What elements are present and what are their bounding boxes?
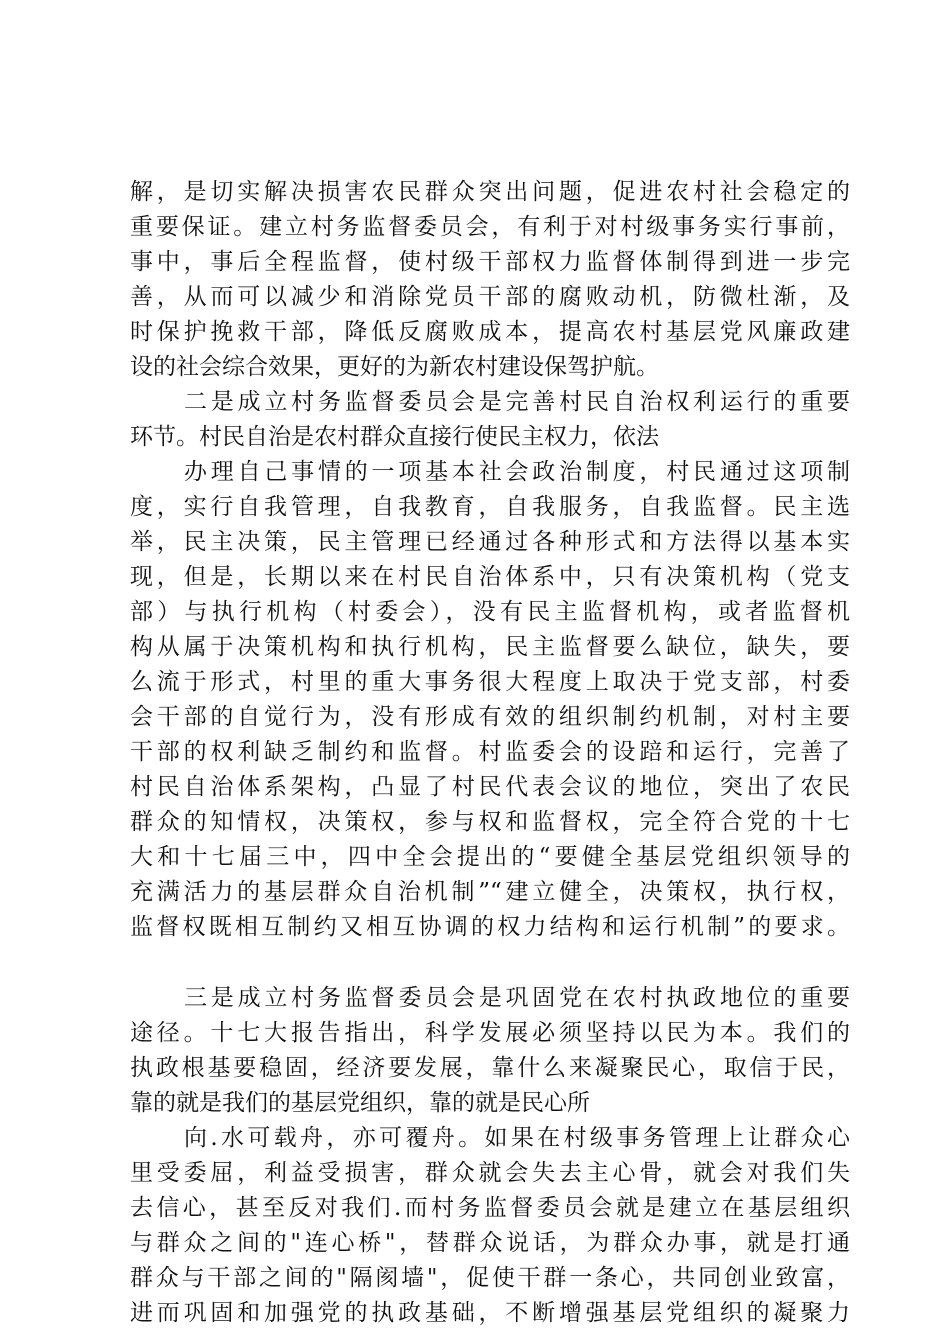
text-line: 群众与干部之间的"隔阂墙"，促使干群一条心，共同创业致富， <box>130 1265 850 1291</box>
text-line: 环节。村民自治是农村群众直接行使民主权力，依法 <box>130 424 659 450</box>
text-line: 干部的权利缺乏制约和监督。村监委会的设踣和运行，完善了 <box>130 739 850 765</box>
text-line: 去信心，甚至反对我们.而村务监督委员会就是建立在基层组织 <box>130 1195 850 1221</box>
text-line: 执政根基要稳固，经济要发展，靠什么来凝聚民心，取信于民， <box>130 1055 850 1081</box>
text-line: 解，是切实解决损害农民群众突出问题，促进农村社会稳定的 <box>130 179 850 205</box>
text-line: 靠的就是我们的基层党组织，靠的就是民心所 <box>130 1090 590 1116</box>
text-line: 进而巩固和加强党的执政基础，不断增强基层党组织的凝聚力 <box>130 1300 850 1326</box>
paragraph-start-line: 三是成立村务监督委员会是巩固党在农村执政地位的重要 <box>184 985 850 1011</box>
text-line: 途径。十七大报告指出，科学发展必须坚持以民为本。我们的 <box>130 1020 850 1046</box>
paragraph-start-line: 向.水可载舟，亦可覆舟。如果在村级事务管理上让群众心 <box>184 1125 850 1151</box>
text-line: 举，民主决策，民主管理已经通过各种形式和方法得以基本实 <box>130 529 850 555</box>
text-line: 么流于形式，村里的重大事务很大程度上取决于党支部，村委 <box>130 669 850 695</box>
text-line: 群众的知情权，决策权，参与权和监督权，完全符合党的十七 <box>130 809 850 835</box>
text-line: 大和十七届三中，四中全会提出的“要健全基层党组织领导的 <box>130 844 850 870</box>
text-line: 监督权既相互制约又相互协调的权力结构和运行机制”的要求。 <box>130 914 850 940</box>
text-line: 时保护挽救干部，降低反腐败成本，提高农村基层党风廉政建 <box>130 319 850 345</box>
text-line: 重要保证。建立村务监督委员会，有利于对村级事务实行事前， <box>130 214 850 240</box>
text-line: 村民自治体系架构，凸显了村民代表会议的地位，突出了农民 <box>130 774 850 800</box>
text-line: 现，但是，长期以来在村民自治体系中，只有决策机构（党支 <box>130 564 850 590</box>
text-line: 度，实行自我管理，自我教育，自我服务，自我监督。民主选 <box>130 494 850 520</box>
text-line: 与群众之间的"连心桥"，替群众说话，为群众办事，就是打通 <box>130 1230 850 1256</box>
text-line: 部）与执行机构（村委会），没有民主监督机构，或者监督机 <box>130 599 850 625</box>
paragraph-start-line: 二是成立村务监督委员会是完善村民自治权利运行的重要 <box>184 389 850 415</box>
text-line: 善，从而可以减少和消除党员干部的腐败动机，防微杜渐，及 <box>130 284 850 310</box>
text-line: 构从属于决策机构和执行机构，民主监督要么缺位，缺失，要 <box>130 634 850 660</box>
text-line: 会干部的自觉行为，没有形成有效的组织制约机制，对村主要 <box>130 704 850 730</box>
text-line: 设的社会综合效果，更好的为新农村建设保驾护航。 <box>130 354 659 380</box>
text-line: 里受委屈，利益受损害，群众就会失去主心骨，就会对我们失 <box>130 1160 850 1186</box>
text-line: 事中，事后全程监督，使村级干部权力监督体制得到进一步完 <box>130 249 850 275</box>
text-line: 充满活力的基层群众自治机制”“建立健全，决策权，执行权， <box>130 879 850 905</box>
paragraph-start-line: 办理自己事情的一项基本社会政治制度，村民通过这项制 <box>184 459 850 485</box>
